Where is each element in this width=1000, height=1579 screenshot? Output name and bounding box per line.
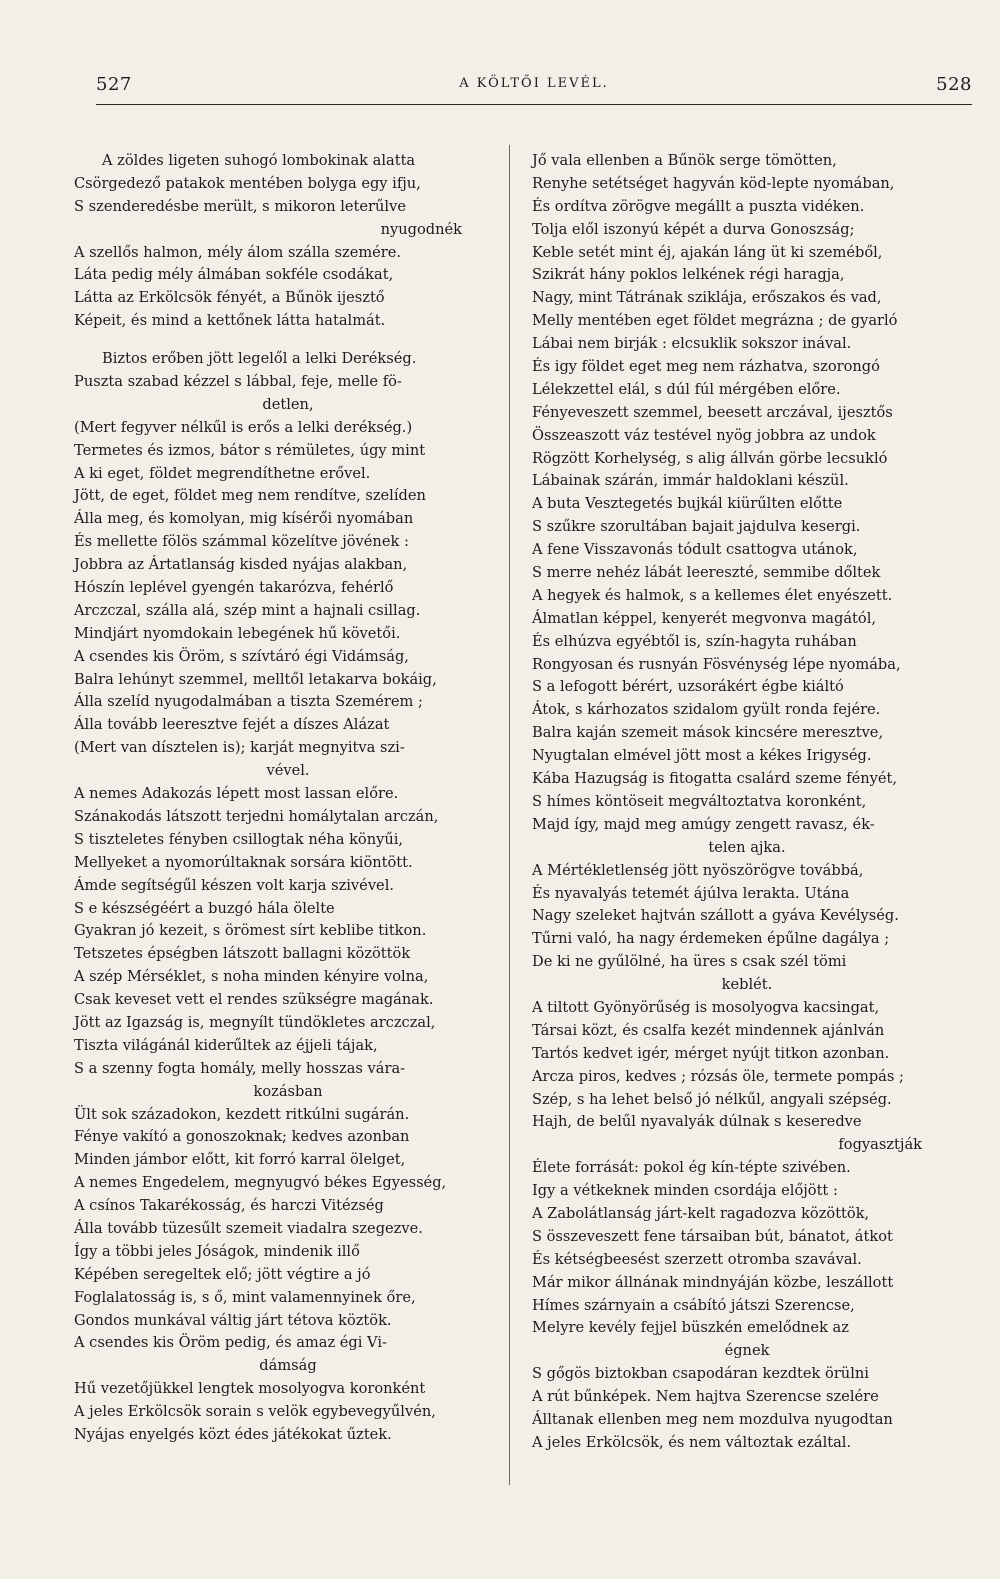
header-rule bbox=[96, 104, 972, 105]
verse-line: Melyre kevély fejjel büszkén emelődnek az bbox=[532, 1319, 849, 1337]
verse-line: S összeveszett fene társaiban bút, bánatot, átkot bbox=[532, 1227, 893, 1245]
verse-line: Minden jámbor előtt, kit forró karral ölelget, bbox=[74, 1151, 406, 1169]
verse-line: (Mert van dísztelen is); karját megnyitva szi- bbox=[74, 739, 405, 757]
verse-line: Ült sok századokon, kezdett ritkúlni sugárán. bbox=[74, 1105, 410, 1123]
verse-line: És mellette fölös számmal közelítve jövének : bbox=[74, 533, 409, 551]
verse-line: detlen, bbox=[262, 395, 314, 413]
verse-line: Igy a vétkeknek minden csordája előjött : bbox=[532, 1182, 838, 1200]
left-column bbox=[74, 150, 502, 1447]
verse-line: Kába Hazugság is fitogatta csalárd szeme fényét, bbox=[532, 770, 898, 788]
verse-line: S a szenny fogta homály, melly hosszas vára- bbox=[74, 1059, 406, 1077]
verse-line: Hímes szárnyain a csábító játszi Szerencse, bbox=[532, 1296, 855, 1314]
verse-line: Szikrát hány poklos lelkének régi haragja, bbox=[532, 266, 845, 284]
verse-line: Fényeveszett szemmel, beesett arczával, ijesztős bbox=[532, 403, 893, 421]
verse-line: Képeit, és mind a kettőnek látta hatalmát. bbox=[74, 312, 386, 330]
verse-line: Majd így, majd meg amúgy zengett ravasz, ék- bbox=[532, 815, 875, 833]
running-title: A KÖLTŐI LEVÉL. bbox=[459, 76, 609, 91]
verse-line: Nagy szeleket hajtván szállott a gyáva Kevélység. bbox=[532, 907, 899, 925]
verse-line: Lélekzettel elál, s dúl fúl mérgében előre. bbox=[532, 380, 841, 398]
verse-line: Álltanak ellenben meg nem mozdulva nyugodtan bbox=[532, 1410, 893, 1428]
page-number-left: 527 bbox=[96, 74, 132, 95]
page-number-right: 528 bbox=[936, 74, 972, 95]
verse-line: telen ajka. bbox=[708, 838, 786, 856]
verse-line: Ámde segítségűl készen volt karja szivével. bbox=[74, 876, 395, 894]
verse-line: Mindjárt nyomdokain lebegének hű követői. bbox=[74, 624, 401, 642]
verse-line: Álmatlan képpel, kenyerét megvonva magától, bbox=[532, 609, 877, 627]
verse-line: S tiszteletes fényben csillogtak néha könyűi, bbox=[74, 830, 404, 848]
verse-line: A jeles Erkölcsök, és nem változtak ezáltal. bbox=[532, 1433, 852, 1451]
verse-line: Nyájas enyelgés közt édes játékokat űztek. bbox=[74, 1425, 392, 1443]
verse-line: És elhúzva egyébtől is, szín-hagyta ruhában bbox=[532, 632, 857, 650]
verse-line: A zöldes ligeten suhogó lombokinak alatta bbox=[102, 152, 416, 169]
verse-line: Már mikor állnának mindnyáján közbe, leszállott bbox=[532, 1273, 894, 1291]
verse-line: Jobbra az Ártatlanság kisded nyájas alakban, bbox=[74, 556, 408, 574]
verse-line: Látta az Erkölcsök fényét, a Bűnök ijesztő bbox=[74, 289, 385, 307]
verse-line: A rút bűnképek. Nem hajtva Szerencse szelére bbox=[532, 1388, 879, 1406]
verse-line: Keble setét mint éj, ajakán láng üt ki szeméből, bbox=[532, 243, 883, 261]
verse-line: S szűkre szorultában bajait jajdulva kesergi. bbox=[532, 518, 861, 536]
verse-line: A ki eget, földet megrendíthetne erővel. bbox=[74, 464, 371, 482]
verse-line: Tetszetes épségben látszott ballagni közöttök bbox=[74, 945, 411, 963]
verse-line: A Mértékletlenség jött nyöszörögve továbbá, bbox=[532, 861, 864, 879]
verse-line: Gondos munkával váltig járt tétova köztök. bbox=[74, 1311, 392, 1329]
verse-line: Biztos erőben jött legelől a lelki Derékség. bbox=[102, 350, 417, 368]
verse-line: fogyasztják bbox=[838, 1136, 922, 1154]
verse-line: Mellyeket a nyomorúltaknak sorsára kiöntött. bbox=[74, 853, 413, 871]
verse-line: Arcza piros, kedves ; rózsás öle, termete pompás ; bbox=[532, 1067, 904, 1085]
verse-line: A szép Mérséklet, s noha minden kényire volna, bbox=[74, 968, 429, 986]
verse-line: A fene Visszavonás tódult csattogva utánok, bbox=[532, 541, 858, 559]
verse-line: (Mert fegyver nélkűl is erős a lelki derékség.) bbox=[74, 418, 413, 436]
verse-line: Tiszta világánál kiderűltek az éjjeli tájak, bbox=[74, 1036, 378, 1054]
verse-line: S hímes köntöseit megváltoztatva koronként, bbox=[532, 792, 867, 810]
verse-line: És kétségbeesést szerzett otromba szavával. bbox=[532, 1250, 862, 1268]
verse-line: A Zabolátlanság járt-kelt ragadozva közöttök, bbox=[532, 1204, 870, 1222]
verse-line: S merre nehéz lábát leereszté, semmibe dőltek bbox=[532, 564, 881, 582]
verse-line: Fénye vakító a gonoszoknak; kedves azonban bbox=[74, 1128, 410, 1146]
verse-line: Foglalatosság is, s ő, mint valamennyinek őre, bbox=[74, 1288, 416, 1306]
verse-line: A hegyek és halmok, s a kellemes élet enyészett. bbox=[532, 586, 893, 604]
right-column bbox=[532, 150, 962, 1455]
verse-line: égnek bbox=[724, 1342, 770, 1360]
verse-line: Balra lehúnyt szemmel, melltől letakarva bokáig, bbox=[74, 670, 437, 688]
verse-line: Tűrni való, ha nagy érdemeken épűlne dagálya ; bbox=[532, 930, 890, 948]
verse-line: Rongyosan és rusnyán Fösvénység lépe nyomába, bbox=[532, 655, 901, 673]
verse-line: A jeles Erkölcsök sorain s velök egybevegyűlvén, bbox=[74, 1403, 436, 1421]
verse-line: Nyugtalan elmével jött most a kékes Irigység. bbox=[532, 747, 872, 765]
verse-line: Álla tovább tüzesűlt szemeit viadalra szegezve. bbox=[74, 1219, 423, 1237]
verse-line: Hű vezetőjükkel lengtek mosolyogva koronként bbox=[74, 1380, 426, 1398]
verse-line: Átok, s kárhozatos szidalom gyült ronda fejére. bbox=[532, 701, 881, 719]
verse-line: Termetes és izmos, bátor s rémületes, úgy mint bbox=[74, 441, 426, 459]
stanza-gap bbox=[74, 333, 502, 348]
verse-line: A nemes Adakozás lépett most lassan előre. bbox=[74, 785, 399, 803]
verse-line: Balra kaján szemeit mások kincsére meresztve, bbox=[532, 724, 884, 742]
verse-line: S e készségéért a buzgó hála ölelte bbox=[74, 899, 335, 917]
verse-line: Lábainak szárán, immár haldoklani készül. bbox=[532, 472, 849, 490]
verse-line: Élete forrását: pokol ég kín-tépte szivében. bbox=[532, 1159, 851, 1177]
column-divider bbox=[509, 145, 510, 1485]
verse-line: Gyakran jó kezeit, s örömest sírt keblibe titkon. bbox=[74, 922, 427, 940]
verse-line: Lábai nem birják : elcsuklik sokszor inával. bbox=[532, 335, 852, 353]
verse-line: Tolja elől iszonyú képét a durva Gonoszság; bbox=[532, 220, 855, 238]
verse-line: Képében seregeltek elő; jött végtire a jó bbox=[74, 1265, 371, 1283]
verse-line: kozásban bbox=[253, 1082, 323, 1100]
verse-line: Álla szelíd nyugodalmában a tiszta Szemérem ; bbox=[74, 693, 423, 711]
verse-line: Csörgedező patakok mentében bolyga egy ifju, bbox=[74, 174, 421, 192]
verse-line: Szép, s ha lehet belső jó nélkűl, angyali szépség. bbox=[532, 1090, 892, 1108]
verse-line: Tartós kedvet igér, mérget nyújt titkon azonban. bbox=[532, 1044, 890, 1062]
verse-line: Hajh, de belűl nyavalyák dúlnak s keseredve bbox=[532, 1113, 862, 1131]
verse-line: És igy földet eget meg nem rázhatva, szorongó bbox=[532, 358, 880, 376]
verse-line: És nyavalyás tetemét ájúlva lerakta. Utána bbox=[532, 884, 850, 902]
verse-line: S gőgös biztokban csapodáran kezdtek örülni bbox=[532, 1365, 869, 1383]
verse-line: vével. bbox=[266, 762, 310, 780]
verse-line: Jött, de eget, földet meg nem rendítve, szelíden bbox=[74, 487, 426, 505]
verse-line: Hószín leplével gyengén takarózva, fehérlő bbox=[74, 579, 394, 597]
page-header bbox=[96, 74, 972, 102]
verse-line: S szenderedésbe merült, s mikoron leterűlve bbox=[74, 197, 406, 215]
verse-line: Láta pedig mély álmában sokféle csodákat, bbox=[74, 266, 394, 284]
verse-line: S a lefogott bérért, uzsorákért égbe kiáltó bbox=[532, 678, 844, 696]
verse-line: A csínos Takarékosság, és harczi Vitézség bbox=[74, 1197, 384, 1215]
verse-line: És ordítva zörögve megállt a puszta vidéken. bbox=[532, 197, 865, 215]
verse-line: Szánakodás látszott terjedni homálytalan arczán, bbox=[74, 807, 439, 825]
verse-line: Jött az Igazság is, megnyílt tündökletes arczczal, bbox=[74, 1013, 436, 1031]
verse-line: Jő vala ellenben a Bűnök serge tömötten, bbox=[532, 152, 837, 169]
verse-line: Arczczal, szálla alá, szép mint a hajnali csillag. bbox=[74, 601, 421, 619]
verse-line: Társai közt, és csalfa kezét mindennek ajánlván bbox=[532, 1021, 885, 1039]
verse-line: A tiltott Gyönyörűség is mosolyogva kacsingat, bbox=[532, 998, 880, 1016]
verse-line: A szellős halmon, mély álom szálla szemére. bbox=[74, 243, 402, 261]
verse-line: Csak keveset vett el rendes szükségre magának. bbox=[74, 991, 434, 1009]
verse-line: Renyhe setétséget hagyván köd-lepte nyomában, bbox=[532, 174, 895, 192]
verse-line: keblét. bbox=[721, 976, 773, 994]
verse-line: A csendes kis Öröm, s szívtáró égi Vidámság, bbox=[74, 647, 409, 665]
verse-line: A csendes kis Öröm pedig, és amaz égi Vi- bbox=[74, 1334, 387, 1352]
verse-line: Álla tovább leeresztve fejét a díszes Alázat bbox=[74, 716, 390, 734]
verse-line: Így a többi jeles Jóságok, mindenik illő bbox=[74, 1242, 360, 1260]
verse-line: A buta Vesztegetés bujkál kiürűlten előtte bbox=[532, 495, 843, 513]
verse-line: dámság bbox=[259, 1357, 317, 1375]
verse-line: Melly mentében eget földet megrázna ; de gyarló bbox=[532, 312, 898, 330]
verse-line: Összeaszott váz testével nyög jobbra az undok bbox=[532, 426, 876, 444]
verse-line: De ki ne gyűlölné, ha üres s csak szél tömi bbox=[532, 953, 847, 971]
verse-line: Nagy, mint Tátrának sziklája, erőszakos és vad, bbox=[532, 289, 882, 307]
verse-line: Puszta szabad kézzel s lábbal, feje, melle fö- bbox=[74, 373, 402, 391]
verse-line: nyugodnék bbox=[380, 220, 462, 238]
verse-line: Rögzött Korhelység, s alig állván görbe lecsukló bbox=[532, 449, 888, 467]
verse-line: A nemes Engedelem, megnyugvó békes Egyesség, bbox=[74, 1174, 447, 1192]
verse-line: Álla meg, és komolyan, mig kísérői nyomában bbox=[74, 510, 414, 528]
